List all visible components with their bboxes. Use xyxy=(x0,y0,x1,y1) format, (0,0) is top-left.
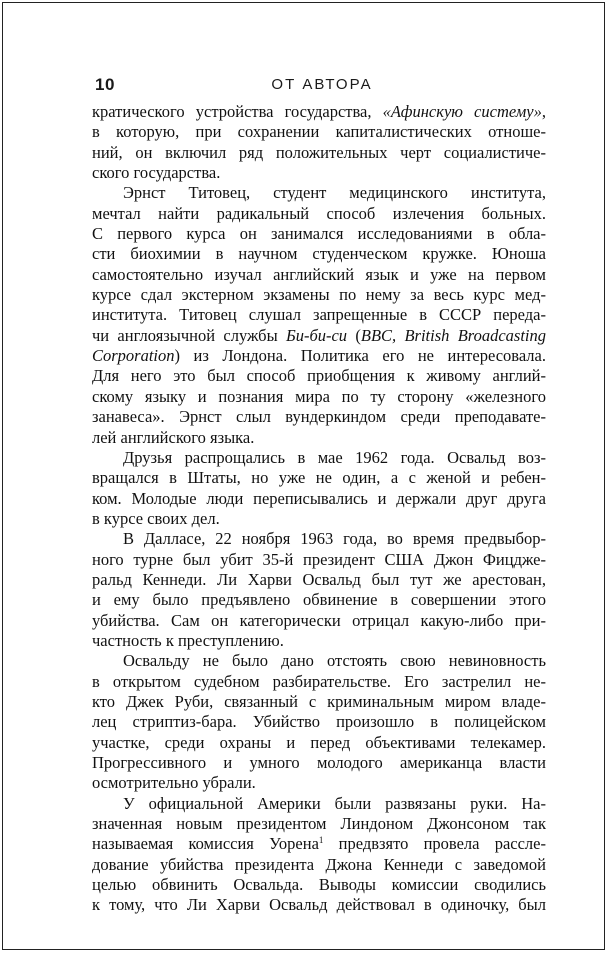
text-line xyxy=(92,102,546,122)
text-run: в курсе своих дел. xyxy=(92,508,220,528)
text-line xyxy=(92,550,546,570)
text-line xyxy=(92,895,546,915)
text-line xyxy=(92,733,546,753)
text-line xyxy=(92,855,546,875)
text-run: В Далласе, 22 ноября 1963 года, во время предвыбор- xyxy=(123,529,546,549)
text-line xyxy=(92,305,546,325)
text-line xyxy=(92,346,546,366)
text-line xyxy=(92,366,546,386)
text-line xyxy=(92,590,546,610)
text-run: значенная новым президентом Линдоном Джонсоном так xyxy=(92,814,546,834)
text-run: кто Джек Руби, связанный с криминальным миром владе- xyxy=(92,691,546,711)
italic-text: «Афинскую систему» xyxy=(382,102,542,121)
text-run: курсе сдал экстерном экзамены по нему за весь курс мед- xyxy=(92,285,546,305)
italic-text: Би-би-си xyxy=(285,325,348,345)
text-run: У официальной Америки были развязаны руки. На- xyxy=(123,793,546,813)
text-line xyxy=(92,326,546,346)
text-line xyxy=(92,753,546,773)
text-run: лей английского языка. xyxy=(92,427,255,447)
text-run: чи англоязычной службы xyxy=(92,325,286,345)
text-line xyxy=(92,794,546,814)
body-text xyxy=(92,102,546,916)
text-run: занавеса». Эрнст слыл вундеркиндом среди преподавате- xyxy=(92,407,546,427)
text-line xyxy=(92,224,546,244)
text-line xyxy=(92,163,546,183)
text-line xyxy=(92,448,546,468)
text-run: Для него это был способ приобщения к живому англий- xyxy=(92,366,546,386)
text-run: С первого курса он занимался исследованиями в обла- xyxy=(92,224,546,244)
text-run: участке, среди охраны и перед объективами телекамер. xyxy=(92,732,546,752)
text-run: и ему было предъявлено обвинение в совершении этого xyxy=(92,590,546,610)
text-line xyxy=(92,489,546,509)
text-line xyxy=(92,611,546,631)
text-run: скому языку и познания мира по ту сторону «железного xyxy=(92,386,546,406)
text-run: сти биохимии в научном студенческом кружке. Юноша xyxy=(92,244,546,264)
text-run: , xyxy=(541,102,547,121)
text-line xyxy=(92,712,546,732)
text-run: мечтал найти радикальный способ излечения больных. xyxy=(92,203,546,223)
text-line xyxy=(92,509,546,529)
text-run: ний, он включил ряд положительных черт социалистиче- xyxy=(92,142,546,162)
text-run: ного турне был убит 35-й президент США Джон Фицдже- xyxy=(92,549,546,569)
text-line xyxy=(92,387,546,407)
text-run: к тому, что Ли Харви Освальд действовал в одиночку, был xyxy=(92,895,546,915)
text-line xyxy=(92,407,546,427)
text-run: ком. Молодые люди переписывались и держали друг друга xyxy=(92,488,546,508)
text-run: Освальду не было дано отстоять свою невиновность xyxy=(123,651,546,671)
text-line xyxy=(92,570,546,590)
text-line xyxy=(92,143,546,163)
text-run: ральд Кеннеди. Ли Харви Освальд был тут же арестован, xyxy=(92,569,546,589)
text-run: вращался в Штаты, но уже не один, а с женой и ребен- xyxy=(92,468,546,488)
text-line xyxy=(92,773,546,793)
text-run: Друзья распрощались в мае 1962 года. Освальд воз- xyxy=(123,447,546,467)
text-line xyxy=(92,265,546,285)
text-line xyxy=(92,183,546,203)
text-line xyxy=(92,122,546,142)
text-run: предвзято провела рассле- xyxy=(323,834,546,854)
text-run: кратического устройства государства, xyxy=(92,102,383,121)
text-line xyxy=(92,834,546,854)
text-run: Прогрессивного и умного молодого американца власти xyxy=(92,753,546,772)
italic-text: BBC, British Broadcasting xyxy=(360,325,547,345)
text-run: Эрнст Титовец, студент медицинского института, xyxy=(123,183,546,203)
section-title: ОТ АВТОРА xyxy=(271,76,373,93)
text-line xyxy=(92,529,546,549)
text-line xyxy=(92,428,546,448)
text-line xyxy=(92,672,546,692)
text-run: осмотрительно убрали. xyxy=(92,773,256,793)
text-line xyxy=(92,285,546,305)
text-line xyxy=(92,204,546,224)
text-run: лец стриптиз-бара. Убийство произошло в полицейском xyxy=(92,712,546,732)
text-line xyxy=(92,468,546,488)
text-run: называемая комиссия Уорена xyxy=(92,834,319,854)
text-run: дование убийства президента Джона Кеннеди с заведомой xyxy=(92,854,546,874)
text-line xyxy=(92,631,546,651)
text-run: частность к преступлению. xyxy=(92,630,284,650)
text-line xyxy=(92,244,546,264)
running-head xyxy=(95,75,549,95)
text-line xyxy=(92,692,546,712)
text-run: ) из Лондона. Политика его не интересовала. xyxy=(174,346,546,366)
text-run: ского государства. xyxy=(92,163,221,183)
text-line xyxy=(92,651,546,671)
text-line xyxy=(92,875,546,895)
text-run: целью обвинить Освальда. Выводы комиссии сводились xyxy=(92,875,546,895)
text-line xyxy=(92,814,546,834)
text-run: в которую, при сохранении капиталистических отноше- xyxy=(92,122,546,142)
footnote-ref: 1 xyxy=(318,835,324,846)
text-run: убийства. Сам он категорически отрицал какую-либо при- xyxy=(92,610,546,630)
italic-text: Corporation xyxy=(92,346,175,366)
text-run: института. Титовец слушал запрещенные в СССР переда- xyxy=(92,305,546,325)
page-number: 10 xyxy=(95,75,115,94)
text-run: самостоятельно изучал английский язык и уже на первом xyxy=(92,264,546,284)
text-run: ( xyxy=(347,325,361,345)
text-run: в открытом судебном разбирательстве. Его застрелил не- xyxy=(92,671,546,691)
